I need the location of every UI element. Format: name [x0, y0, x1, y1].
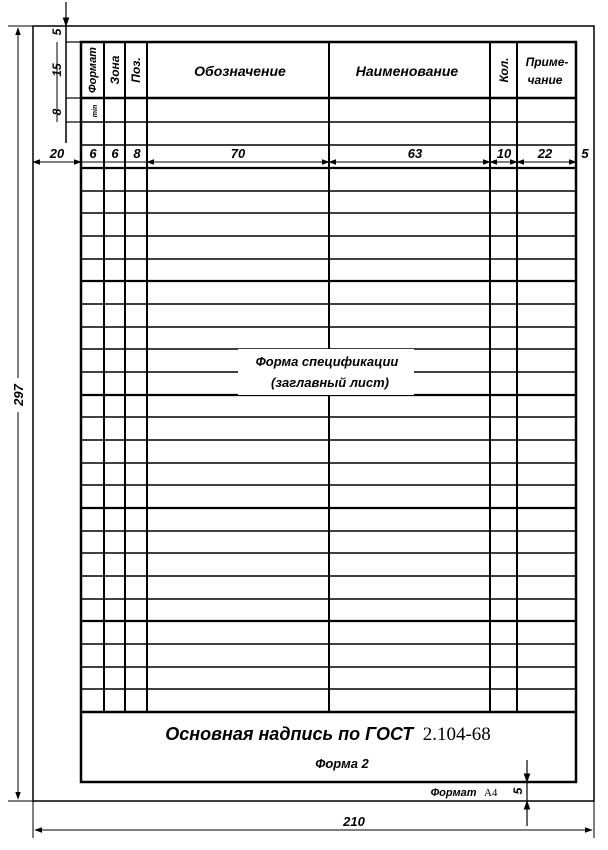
dim-sheet-height: 297 [11, 384, 26, 406]
dim-row-height: 8 [50, 108, 64, 116]
header-min-label: min [92, 104, 99, 118]
sheet-height-dim [8, 26, 33, 801]
dim-left-margin: 20 [49, 146, 65, 161]
binding-strip [66, 26, 81, 143]
binding-dims [57, 2, 66, 122]
header-format-label: Формат [87, 47, 99, 93]
dim-col-designation: 70 [230, 146, 246, 161]
dim-col-format: 6 [89, 146, 97, 161]
dim-col-note: 22 [537, 146, 553, 161]
format-note-value: А4 [483, 787, 498, 799]
title-block-main-label: Основная надпись по ГОСТ [165, 724, 414, 744]
dim-header-height: 15 [50, 63, 64, 77]
dim-right-margin: 5 [581, 146, 589, 161]
header-note-label-2: чание [527, 73, 563, 87]
title-block-form: Форма 2 [315, 756, 369, 771]
header-name-label: Наименование [355, 63, 459, 79]
header-note-label-1: Приме- [525, 55, 569, 69]
header-qty-label: Кол. [497, 57, 511, 83]
sheet-width-dim [33, 801, 594, 838]
dim-sheet-width: 210 [343, 814, 365, 829]
format-note-label: Формат [430, 787, 477, 799]
dim-top-margin: 5 [50, 28, 64, 36]
title-block-main-text [165, 724, 491, 745]
header-designation-label: Обозначение [194, 63, 286, 79]
dim-col-qty: 10 [496, 146, 512, 161]
sheet-outline [33, 26, 594, 801]
sheet-subtitle: (заглавный лист) [271, 375, 389, 390]
dim-bottom-margin: 5 [511, 787, 525, 795]
title-block-standard: 2.104-68 [422, 724, 491, 745]
sheet-title: Форма спецификации [255, 354, 399, 369]
dim-col-zone: 6 [111, 146, 119, 161]
header-zone-label: Зона [108, 55, 122, 85]
dim-col-name: 63 [407, 146, 423, 161]
format-note [431, 783, 498, 800]
dim-col-pos: 8 [133, 146, 141, 161]
header-pos-label: Поз. [129, 57, 143, 83]
